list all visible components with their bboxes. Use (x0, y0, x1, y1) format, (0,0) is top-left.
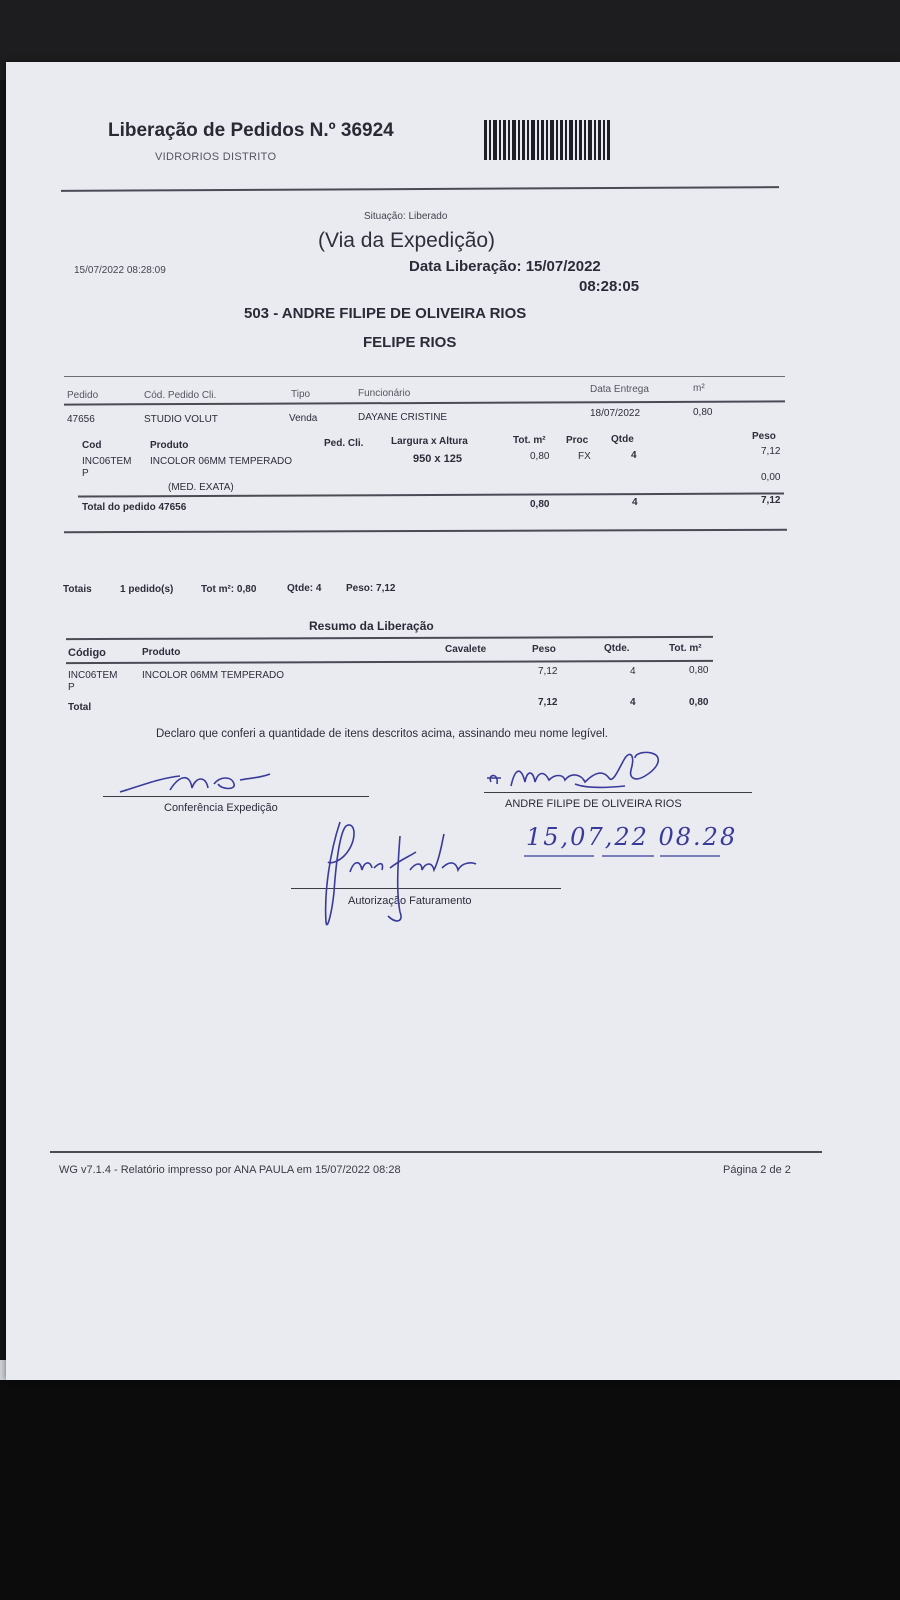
item-peso-extra: 0,00 (761, 472, 781, 483)
company-name: VIDRORIOS DISTRITO (155, 151, 277, 163)
resumo-total-qtde: 4 (630, 697, 636, 708)
resumo-title: Resumo da Liberação (309, 619, 434, 633)
col-qtde-header: Qtde (611, 434, 634, 445)
item-largura-altura: 950 x 125 (413, 453, 462, 465)
resumo-row-tot-m2: 0,80 (689, 665, 709, 676)
total-pedido-m2: 0,80 (530, 499, 550, 510)
client-nickname: FELIPE RIOS (363, 334, 457, 351)
conferencia-label: Conferência Expedição (164, 802, 278, 814)
col-m2-header: m² (693, 383, 705, 394)
totais-label: Totais (63, 584, 92, 595)
print-datetime: 15/07/2022 08:28:09 (74, 265, 166, 276)
totais-pedidos: 1 pedido(s) (120, 584, 174, 595)
copy-label: (Via da Expedição) (318, 229, 496, 252)
pedido-number: 47656 (67, 414, 95, 425)
pedido-data-entrega: 18/07/2022 (590, 408, 641, 419)
resumo-total-label: Total (68, 702, 92, 713)
cod-pedido-cliente: STUDIO VOLUT (144, 414, 218, 425)
resumo-row-peso: 7,12 (538, 666, 558, 677)
item-peso: 7,12 (761, 446, 781, 457)
col-produto-header: Produto (150, 440, 189, 451)
col-tot-m2-header: Tot. m² (513, 435, 546, 446)
release-time: 08:28:05 (579, 278, 640, 295)
declaration-text: Declaro que conferi a quantidade de itens descritos acima, assinando meu nome legível. (156, 728, 608, 740)
resumo-qtde-header: Qtde. (604, 643, 630, 654)
resumo-tot-m2-header: Tot. m² (669, 643, 702, 654)
item-tot-m2: 0,80 (530, 451, 550, 462)
col-pedido-header: Pedido (67, 390, 99, 401)
item-observacao: (MED. EXATA) (168, 482, 234, 493)
totais-qtde: Qtde: 4 (287, 583, 322, 594)
release-date: Data Liberação: 15/07/2022 (409, 258, 601, 275)
total-pedido-qtde: 4 (632, 497, 638, 508)
resumo-row-codigo-cont: P (68, 682, 75, 693)
col-cod-header: Cod (82, 440, 102, 451)
autorizacao-label: Autorização Faturamento (348, 895, 472, 907)
signature-conferencia (110, 768, 280, 798)
pedido-m2: 0,80 (693, 407, 713, 418)
col-peso-header: Peso (752, 431, 776, 442)
col-ped-cli-header: Ped. Cli. (324, 438, 364, 449)
item-qtde: 4 (631, 450, 637, 461)
document-title: Liberação de Pedidos N.º 36924 (108, 120, 394, 141)
pedido-tipo: Venda (289, 413, 318, 424)
totais-peso: Peso: 7,12 (346, 583, 396, 594)
barcode (484, 120, 610, 160)
status-text: Situação: Liberado (364, 211, 448, 222)
col-proc-header: Proc (566, 435, 589, 446)
col-largura-altura-header: Largura x Altura (391, 436, 468, 447)
item-cod-cont: P (82, 468, 89, 479)
resumo-peso-header: Peso (532, 644, 556, 655)
col-cod-cliente-header: Cód. Pedido Cli. (144, 390, 217, 401)
resumo-codigo-header: Código (68, 647, 106, 659)
signature-autorizacao (300, 812, 500, 942)
col-tipo-header: Tipo (291, 389, 311, 400)
divider (64, 376, 785, 377)
cliente-signature-label: ANDRE FILIPE DE OLIVEIRA RIOS (505, 798, 682, 810)
signature-cliente (485, 748, 715, 798)
pedido-funcionario: DAYANE CRISTINE (358, 412, 448, 423)
footer-divider (50, 1151, 822, 1153)
handwritten-date: 15,07,22 08.28 (526, 823, 738, 851)
totais-m2: Tot m²: 0,80 (201, 584, 257, 595)
footer-report: WG v7.1.4 - Relatório impresso por ANA PAULA em 15/07/2022 08:28 (59, 1164, 401, 1176)
resumo-row-qtde: 4 (630, 666, 636, 677)
resumo-row-codigo: INC06TEM (68, 670, 118, 681)
col-funcionario-header: Funcionário (358, 388, 411, 399)
client-name: 503 - ANDRE FILIPE DE OLIVEIRA RIOS (244, 305, 527, 322)
resumo-row-produto: INCOLOR 06MM TEMPERADO (142, 670, 285, 681)
total-pedido-label: Total do pedido 47656 (82, 502, 187, 513)
total-pedido-peso: 7,12 (761, 495, 781, 506)
item-cod: INC06TEM (82, 456, 132, 467)
item-produto: INCOLOR 06MM TEMPERADO (150, 456, 293, 467)
col-data-entrega-header: Data Entrega (590, 384, 649, 395)
resumo-total-tot-m2: 0,80 (689, 697, 709, 708)
resumo-cavalete-header: Cavalete (445, 644, 487, 655)
page-number: Página 2 de 2 (723, 1164, 791, 1176)
item-proc: FX (578, 451, 591, 462)
resumo-produto-header: Produto (142, 647, 181, 658)
resumo-total-peso: 7,12 (538, 697, 558, 708)
floor-background (0, 1380, 900, 1600)
